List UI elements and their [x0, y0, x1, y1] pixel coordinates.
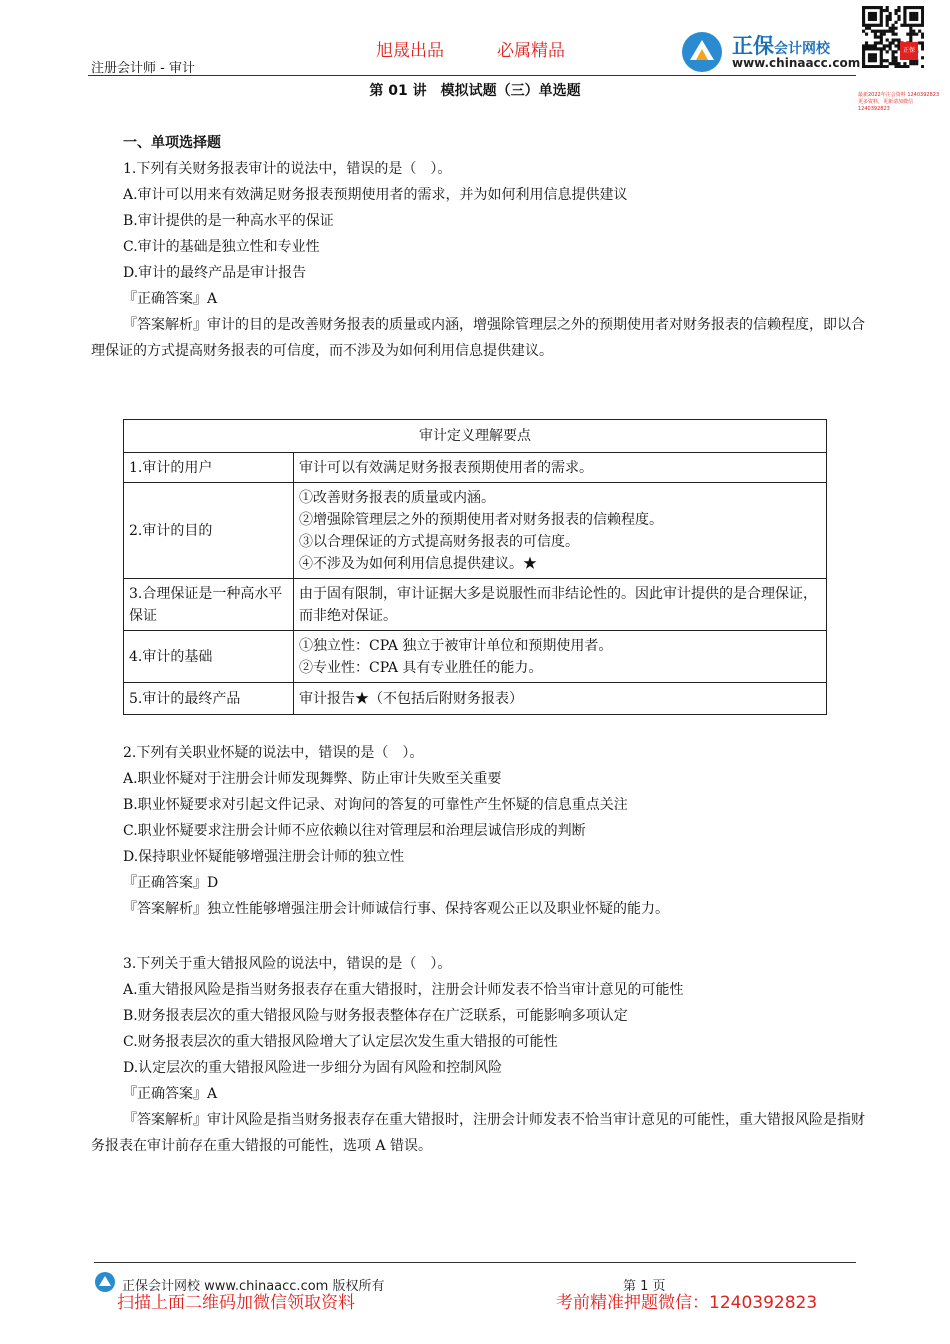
footer-promo-right: 考前精准押题微信：1240392823 [556, 1293, 818, 1313]
qr-badge: 正保 [900, 42, 918, 60]
question-1-option-c: C.审计的基础是独立性和专业性 [123, 239, 320, 255]
brand-logo[interactable] [680, 30, 860, 74]
question-2-option-b: B.职业怀疑要求对引起文件记录、对询问的答复的可靠性产生怀疑的信息重点关注 [123, 797, 628, 813]
qr-note: 最新2022年注会资料 1240392823 更多资料，更新请加微信 1240392823 [858, 92, 940, 112]
header-divider [88, 75, 856, 76]
question-2-answer: 『正确答案』D [123, 875, 219, 891]
question-3-analysis: 『答案解析』审计风险是指当财务报表存在重大错报时，注册会计师发表不恰当审计意见的可能性，重大错报风险是指财务报表在审计前存在重大错报的可能性，选项 A 错误。 [91, 1112, 865, 1154]
question-3-option-d: D.认定层次的重大错报风险进一步细分为固有风险和控制风险 [123, 1060, 503, 1076]
question-3-answer: 『正确答案』A [123, 1086, 218, 1102]
brand-name: 正保会计网校 [732, 34, 830, 58]
table-row-label: 1.审计的用户 [124, 453, 294, 483]
course-label: 注册会计师 - 审计 [91, 61, 195, 76]
slogan-2: 必属精品 [497, 41, 565, 61]
table-row [124, 453, 827, 483]
table-row-label: 3.合理保证是一种高水平保证 [124, 579, 294, 631]
table-row-content: 审计报告★（不包括后附财务报表） [294, 683, 827, 715]
footer-divider [94, 1262, 856, 1263]
table-row-content: ①独立性：CPA 独立于被审计单位和预期使用者。 ②专业性：CPA 具有专业胜任的能力。 [294, 631, 827, 683]
table-row-content: 审计可以有效满足财务报表预期使用者的需求。 [294, 453, 827, 483]
table-row [124, 579, 827, 631]
table-row [124, 683, 827, 715]
question-2-analysis: 『答案解析』独立性能够增强注册会计师诚信行事、保持客观公正以及职业怀疑的能力。 [123, 901, 669, 917]
question-1-analysis: 『答案解析』审计的目的是改善财务报表的质量或内涵，增强除管理层之外的预期使用者对财务报表的信赖程度，即以合理保证的方式提高财务报表的可信度，而不涉及为如何利用信息提供建议。 [91, 317, 865, 359]
question-2-option-d: D.保持职业怀疑能够增强注册会计师的独立性 [123, 849, 405, 865]
table-row [124, 631, 827, 683]
footer-promo-left: 扫描上面二维码加微信领取资料 [117, 1293, 355, 1313]
main-content [91, 130, 871, 364]
question-3-stem: 3.下列关于重大错报风险的说法中，错误的是（ ）。 [123, 956, 452, 972]
footer-copyright: 正保会计网校 www.chinaacc.com 版权所有 [122, 1279, 385, 1294]
table-row-label: 4.审计的基础 [124, 631, 294, 683]
table-row-label: 2.审计的目的 [124, 483, 294, 579]
footer-logo-icon [94, 1271, 116, 1293]
qr-code[interactable] [862, 6, 924, 68]
question-3 [91, 951, 871, 1159]
page-title: 第 01 讲 模拟试题（三）单选题 [369, 83, 581, 99]
audit-definition-table [123, 419, 827, 715]
question-1-option-a: A.审计可以用来有效满足财务报表预期使用者的需求，并为如何利用信息提供建议 [123, 187, 628, 203]
section-title: 一、单项选择题 [123, 135, 221, 151]
table-caption: 审计定义理解要点 [124, 420, 827, 453]
question-1-stem: 1.下列有关财务报表审计的说法中，错误的是（ ）。 [123, 161, 452, 177]
question-1-answer: 『正确答案』A [123, 291, 218, 307]
question-2-stem: 2.下列有关职业怀疑的说法中，错误的是（ ）。 [123, 745, 424, 761]
table-row [124, 483, 827, 579]
brand-logo-icon [680, 30, 726, 74]
page-number: 第 1 页 [623, 1279, 666, 1294]
question-3-option-c: C.财务报表层次的重大错报风险增大了认定层次发生重大错报的可能性 [123, 1034, 558, 1050]
question-3-option-a: A.重大错报风险是指当财务报表存在重大错报时，注册会计师发表不恰当审计意见的可能性 [123, 982, 684, 998]
question-3-option-b: B.财务报表层次的重大错报风险与财务报表整体存在广泛联系，可能影响多项认定 [123, 1008, 628, 1024]
table-row-label: 5.审计的最终产品 [124, 683, 294, 715]
table-header-row [124, 420, 827, 453]
table-row-content: 由于固有限制，审计证据大多是说服性而非结论性的。因此审计提供的是合理保证，而非绝对保证。 [294, 579, 827, 631]
question-2-option-c: C.职业怀疑要求注册会计师不应依赖以往对管理层和治理层诚信形成的判断 [123, 823, 586, 839]
question-1-option-d: D.审计的最终产品是审计报告 [123, 265, 307, 281]
question-2 [91, 740, 871, 922]
brand-url: www.chinaacc.com [732, 56, 861, 70]
table-row-content: ①改善财务报表的质量或内涵。 ②增强除管理层之外的预期使用者对财务报表的信赖程度。 ③以合理保证的方式提高财务报表的可信度。 ④不涉及为如何利用信息提供建议。★ [294, 483, 827, 579]
slogan-1: 旭晟出品 [376, 41, 444, 61]
question-1-option-b: B.审计提供的是一种高水平的保证 [123, 213, 334, 229]
question-2-option-a: A.职业怀疑对于注册会计师发现舞弊、防止审计失败至关重要 [123, 771, 502, 787]
